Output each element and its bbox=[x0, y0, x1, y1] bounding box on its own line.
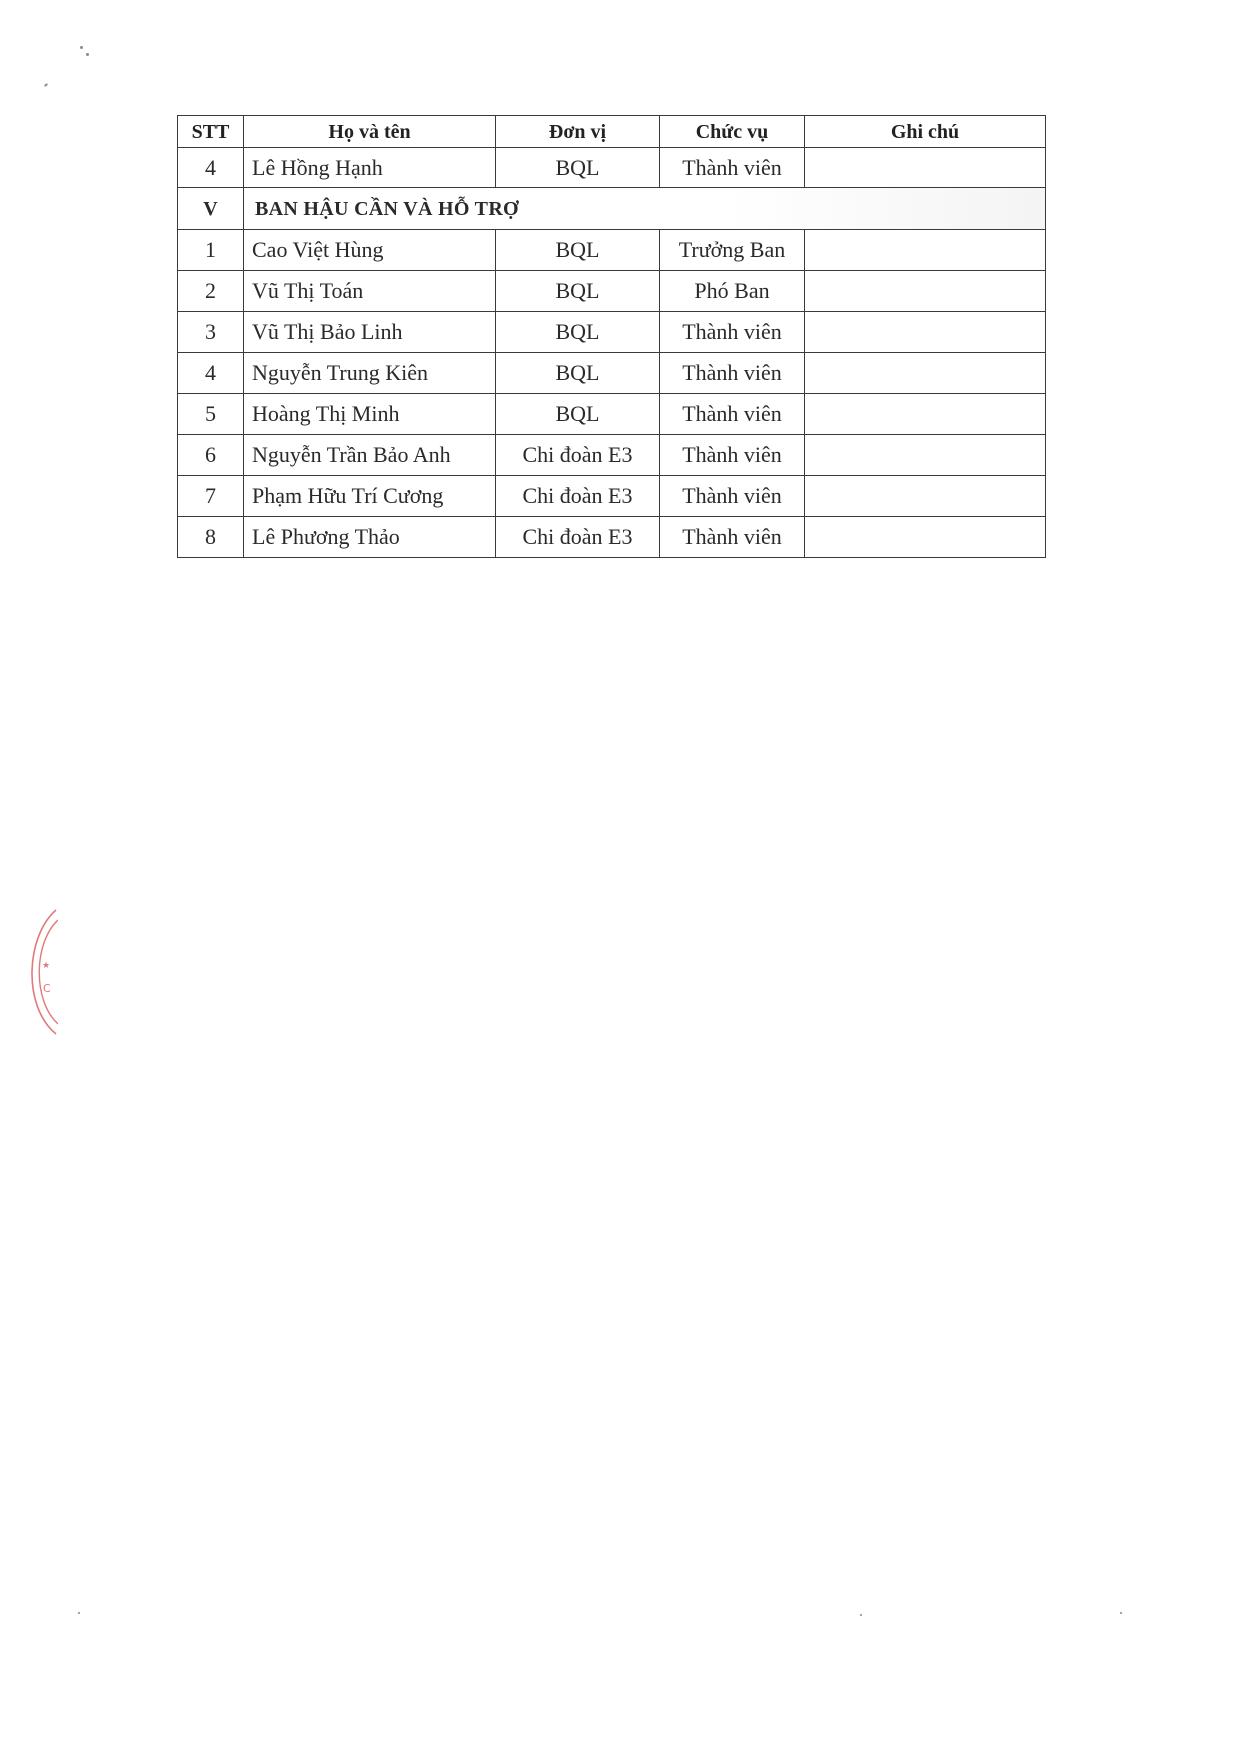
row-unit: BQL bbox=[496, 271, 660, 312]
row-note bbox=[805, 271, 1046, 312]
row-stt: 2 bbox=[178, 271, 244, 312]
header-note: Ghi chú bbox=[805, 116, 1046, 148]
row-unit: Chi đoàn E3 bbox=[496, 435, 660, 476]
table-row bbox=[178, 148, 1046, 188]
row-note bbox=[805, 517, 1046, 558]
row-name: Nguyễn Trần Bảo Anh bbox=[244, 435, 496, 476]
row-role: Trưởng Ban bbox=[660, 230, 805, 271]
row-note bbox=[805, 353, 1046, 394]
row-name: Vũ Thị Toán bbox=[244, 271, 496, 312]
row-unit: Chi đoàn E3 bbox=[496, 476, 660, 517]
table-row bbox=[178, 476, 1046, 517]
row-role: Thành viên bbox=[660, 394, 805, 435]
scan-speck bbox=[80, 46, 83, 49]
row-role: Thành viên bbox=[660, 148, 805, 188]
row-name: Phạm Hữu Trí Cương bbox=[244, 476, 496, 517]
scan-speck bbox=[78, 1612, 80, 1614]
header-stt: STT bbox=[178, 116, 244, 148]
row-stt: 3 bbox=[178, 312, 244, 353]
row-name: Lê Hồng Hạnh bbox=[244, 148, 496, 188]
row-unit: BQL bbox=[496, 312, 660, 353]
row-stt: 4 bbox=[178, 353, 244, 394]
section-header-row bbox=[178, 188, 1046, 230]
row-name: Nguyễn Trung Kiên bbox=[244, 353, 496, 394]
row-note bbox=[805, 394, 1046, 435]
section-title: BAN HẬU CẦN VÀ HỖ TRỢ bbox=[244, 188, 1046, 230]
row-name: Lê Phương Thảo bbox=[244, 517, 496, 558]
header-name: Họ và tên bbox=[244, 116, 496, 148]
scan-speck bbox=[86, 53, 89, 56]
row-role: Thành viên bbox=[660, 312, 805, 353]
row-stt: 4 bbox=[178, 148, 244, 188]
svg-text:★: ★ bbox=[42, 961, 51, 971]
row-note bbox=[805, 230, 1046, 271]
row-stt: 6 bbox=[178, 435, 244, 476]
table-row bbox=[178, 353, 1046, 394]
row-stt: 5 bbox=[178, 394, 244, 435]
red-stamp-edge bbox=[18, 908, 58, 1036]
row-unit: BQL bbox=[496, 148, 660, 188]
row-note bbox=[805, 476, 1046, 517]
scan-speck bbox=[860, 1614, 862, 1616]
section-number: V bbox=[178, 188, 244, 230]
row-unit: BQL bbox=[496, 230, 660, 271]
row-note bbox=[805, 435, 1046, 476]
row-unit: Chi đoàn E3 bbox=[496, 517, 660, 558]
row-role: Thành viên bbox=[660, 476, 805, 517]
header-unit: Đơn vị bbox=[496, 116, 660, 148]
row-unit: BQL bbox=[496, 353, 660, 394]
row-note bbox=[805, 312, 1046, 353]
table-row bbox=[178, 230, 1046, 271]
row-role: Thành viên bbox=[660, 435, 805, 476]
scan-speck bbox=[44, 83, 48, 87]
svg-text:C: C bbox=[43, 982, 51, 995]
row-unit: BQL bbox=[496, 394, 660, 435]
row-role: Thành viên bbox=[660, 517, 805, 558]
row-stt: 1 bbox=[178, 230, 244, 271]
row-name: Vũ Thị Bảo Linh bbox=[244, 312, 496, 353]
member-rows bbox=[178, 230, 1046, 558]
table-row bbox=[178, 271, 1046, 312]
member-table bbox=[177, 115, 1046, 558]
row-role: Thành viên bbox=[660, 353, 805, 394]
row-stt: 7 bbox=[178, 476, 244, 517]
row-name: Hoàng Thị Minh bbox=[244, 394, 496, 435]
header-role: Chức vụ bbox=[660, 116, 805, 148]
table-row bbox=[178, 517, 1046, 558]
table-row bbox=[178, 312, 1046, 353]
table-header-row bbox=[178, 116, 1046, 148]
row-note bbox=[805, 148, 1046, 188]
table-row bbox=[178, 394, 1046, 435]
row-name: Cao Việt Hùng bbox=[244, 230, 496, 271]
scan-speck bbox=[1120, 1612, 1122, 1614]
row-stt: 8 bbox=[178, 517, 244, 558]
table-row bbox=[178, 435, 1046, 476]
row-role: Phó Ban bbox=[660, 271, 805, 312]
